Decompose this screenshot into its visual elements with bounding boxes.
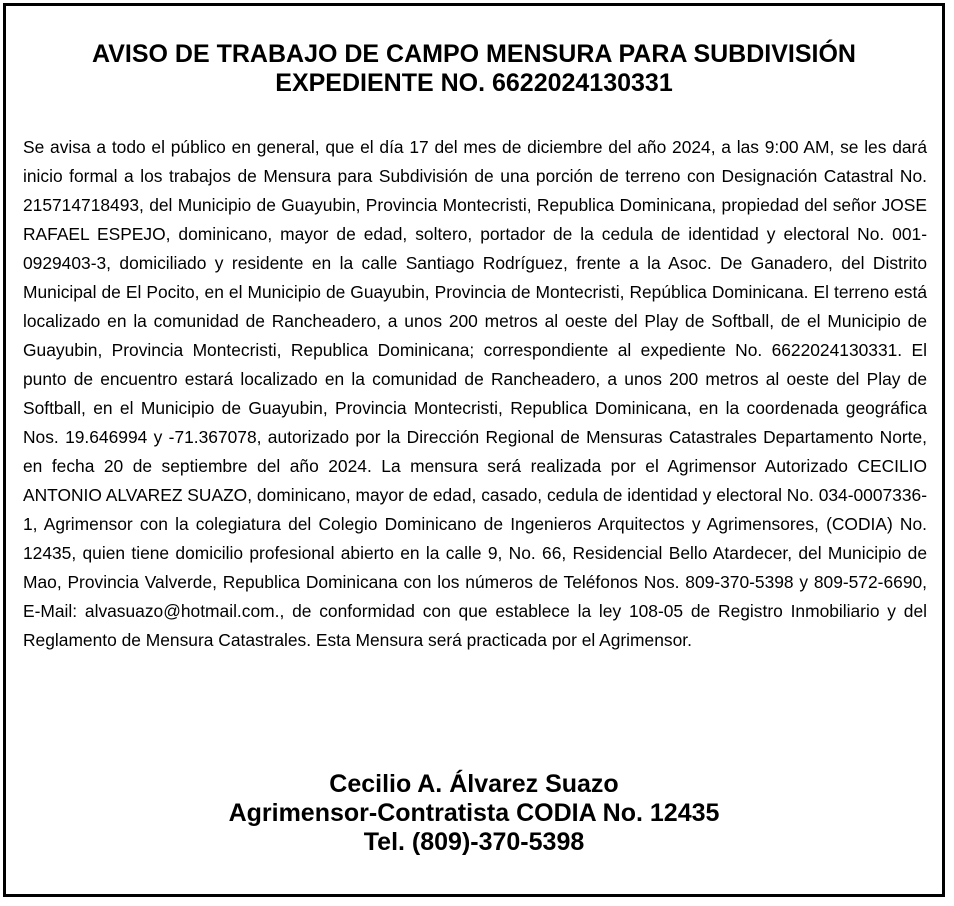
signature-block <box>6 770 942 857</box>
surveyor-title: Agrimensor-Contratista CODIA No. 12435 <box>228 799 720 827</box>
notice-header <box>6 40 942 98</box>
notice-frame <box>3 3 945 897</box>
notice-title: AVISO DE TRABAJO DE CAMPO MENSURA PARA SUBDIVISIÓN <box>92 40 856 68</box>
file-number-heading: EXPEDIENTE NO. 6622024130331 <box>275 69 673 97</box>
surveyor-phone: Tel. (809)-370-5398 <box>363 828 585 856</box>
surveyor-name: Cecilio A. Álvarez Suazo <box>329 770 619 798</box>
notice-body: Se avisa a todo el público en general, que el día 17 del mes de diciembre del año 2024, a las 9:00 AM, se les dará inicio formal a los trabajos de Mensura para Subdivisión de una porción de terreno con Designación Catastral No. 215714718493, del Municipio de Guayubin, Provincia Montecristi, Republica Dominicana, propiedad del señor JOSE RAFAEL ESPEJO, dominicano, mayor de edad, soltero, portador de la cedula de identidad y electoral No. 001-0929403-3, domiciliado y residente en la calle Santiago Rodríguez, frente a la Asoc. De Ganadero, del Distrito Municipal de El Pocito, en el Municipio de Guayubin, Provincia de Montecristi, República Dominicana. El terreno está localizado en la comunidad de Rancheadero, a unos 200 metros al oeste del Play de Softball, de el Municipio de Guayubin, Provincia Montecristi, Republica Dominicana; correspondiente al expediente No. 6622024130331. El punto de encuentro estará localizado en la comunidad de Rancheadero, a unos 200 metros al oeste del Play de Softball, en el Municipio de Guayubin, Provincia Montecristi, Republica Dominicana, en la coordenada geográfica Nos. 19.646994 y -71.367078, autorizado por la Dirección Regional de Mensuras Catastrales Departamento Norte, en fecha 20 de septiembre del año 2024. La mensura será realizada por el Agrimensor Autorizado CECILIO ANTONIO ALVAREZ SUAZO, dominicano, mayor de edad, casado, cedula de identidad y electoral No. 034-0007336-1, Agrimensor con la colegiatura del Colegio Dominicano de Ingenieros Arquitectos y Agrimensores, (CODIA) No. 12435, quien tiene domicilio profesional abierto en la calle 9, No. 66, Residencial Bello Atardecer, del Municipio de Mao, Provincia Valverde, Republica Dominicana con los números de Teléfonos Nos. 809-370-5398 y 809-572-6690, E-Mail: alvasuazo@hotmail.com., de conformidad con que establece la ley 108-05 de Registro Inmobiliario y del Reglamento de Mensura Catastrales. Esta Mensura será practicada por el Agrimensor. <box>23 137 927 650</box>
